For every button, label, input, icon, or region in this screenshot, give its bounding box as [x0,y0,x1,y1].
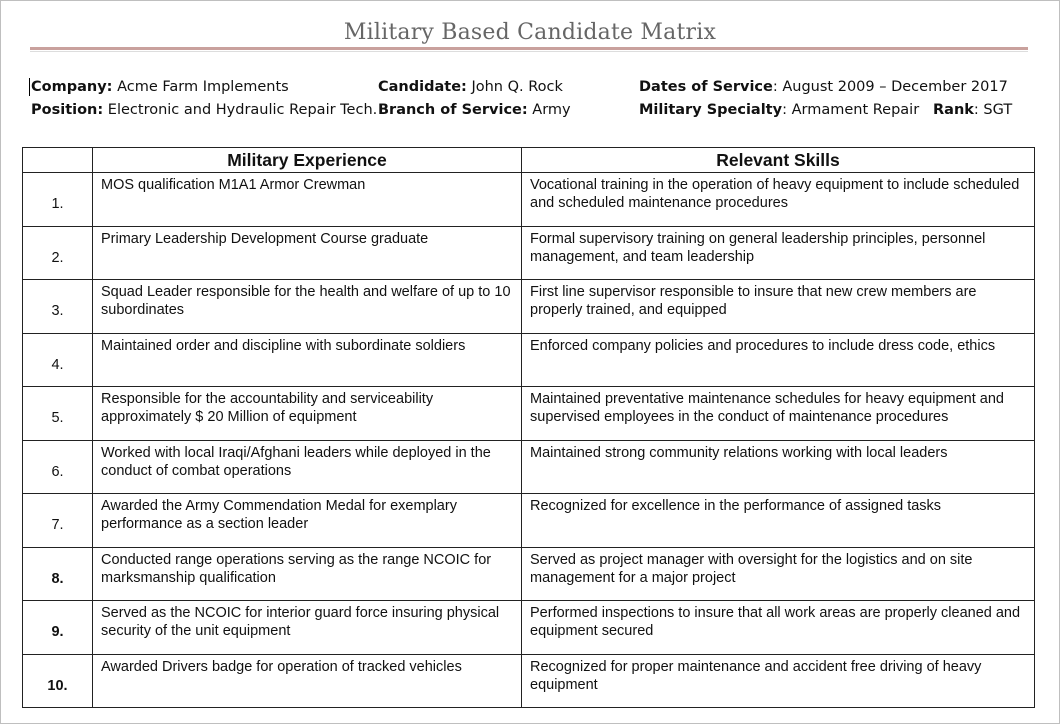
candidate-value[interactable]: John Q. Rock [471,79,563,95]
table-row [23,654,1035,708]
experience-cell[interactable]: Responsible for the accountability and serviceability approximately $ 20 Million of equipment [93,387,522,441]
dates-value[interactable]: : August 2009 – December 2017 [772,79,1008,95]
skills-cell[interactable]: Served as project manager with oversight for the logistics and on site management for a major project [522,547,1035,601]
table-row [23,601,1035,655]
row-number: 5. [23,387,93,441]
experience-cell[interactable]: Primary Leadership Development Course graduate [93,226,522,280]
title-rule [30,47,1028,50]
experience-cell[interactable]: Maintained order and discipline with subordinate soldiers [93,333,522,387]
rank-label: Rank [933,102,974,118]
row-number: 9. [23,601,93,655]
info-column-candidate [378,76,571,122]
header-relevant-skills: Relevant Skills [522,148,1035,173]
row-number: 6. [23,440,93,494]
position-value[interactable]: Electronic and Hydraulic Repair Tech. [107,102,378,118]
document-title: Military Based Candidate Matrix [343,20,717,45]
position-label: Position: [31,102,104,118]
table-row [23,226,1035,280]
branch-value[interactable]: Army [532,102,571,118]
title-rule-shadow [30,51,1028,52]
experience-cell[interactable]: Awarded the Army Commendation Medal for exemplary performance as a section leader [93,494,522,548]
company-value[interactable]: Acme Farm Implements [117,79,289,95]
table-row [23,547,1035,601]
skills-cell[interactable]: Maintained preventative maintenance schedules for heavy equipment and supervised employees in the conduct of maintenance procedures [522,387,1035,441]
row-number: 1. [23,173,93,227]
specialty-value[interactable]: : Armament Repair [782,102,920,118]
skills-cell[interactable]: First line supervisor responsible to insure that new crew members are properly trained, and equipped [522,280,1035,334]
candidate-label: Candidate: [378,79,467,95]
table-row [23,333,1035,387]
dates-label: Dates of Service [639,79,773,95]
skills-cell[interactable]: Vocational training in the operation of heavy equipment to include scheduled and scheduled maintenance procedures [522,173,1035,227]
info-column-company [31,76,377,122]
dates-line [639,76,1012,99]
skills-cell[interactable]: Maintained strong community relations working with local leaders [522,440,1035,494]
table-header-row [23,148,1035,173]
experience-cell[interactable]: Worked with local Iraqi/Afghani leaders while deployed in the conduct of combat operations [93,440,522,494]
candidate-line [378,76,571,99]
experience-cell[interactable]: Awarded Drivers badge for operation of tracked vehicles [93,654,522,708]
header-military-experience: Military Experience [93,148,522,173]
skills-cell[interactable]: Enforced company policies and procedures to include dress code, ethics [522,333,1035,387]
experience-cell[interactable]: Served as the NCOIC for interior guard force insuring physical security of the unit equipment [93,601,522,655]
skills-cell[interactable]: Performed inspections to insure that all work areas are properly cleaned and equipment secured [522,601,1035,655]
candidate-matrix-table [22,147,1035,708]
skills-cell[interactable]: Recognized for proper maintenance and accident free driving of heavy equipment [522,654,1035,708]
rank-value[interactable]: : SGT [973,102,1013,118]
table-row [23,173,1035,227]
company-line [31,76,377,99]
table-row [23,387,1035,441]
experience-cell[interactable]: Conducted range operations serving as the range NCOIC for marksmanship qualification [93,547,522,601]
text-cursor [29,78,30,96]
row-number: 8. [23,547,93,601]
company-label: Company: [31,79,113,95]
header-number [23,148,93,173]
branch-label: Branch of Service: [378,102,528,118]
branch-line [378,99,571,122]
info-column-service [639,76,1012,122]
skills-cell[interactable]: Formal supervisory training on general leadership principles, personnel management, and team leadership [522,226,1035,280]
specialty-line [639,99,1012,122]
skills-cell[interactable]: Recognized for excellence in the performance of assigned tasks [522,494,1035,548]
specialty-label: Military Specialty [639,102,783,118]
row-number: 10. [23,654,93,708]
row-number: 3. [23,280,93,334]
experience-cell[interactable]: MOS qualification M1A1 Armor Crewman [93,173,522,227]
position-line [31,99,377,122]
table-row [23,494,1035,548]
experience-cell[interactable]: Squad Leader responsible for the health and welfare of up to 10 subordinates [93,280,522,334]
row-number: 4. [23,333,93,387]
table-row [23,280,1035,334]
table-row [23,440,1035,494]
row-number: 2. [23,226,93,280]
row-number: 7. [23,494,93,548]
